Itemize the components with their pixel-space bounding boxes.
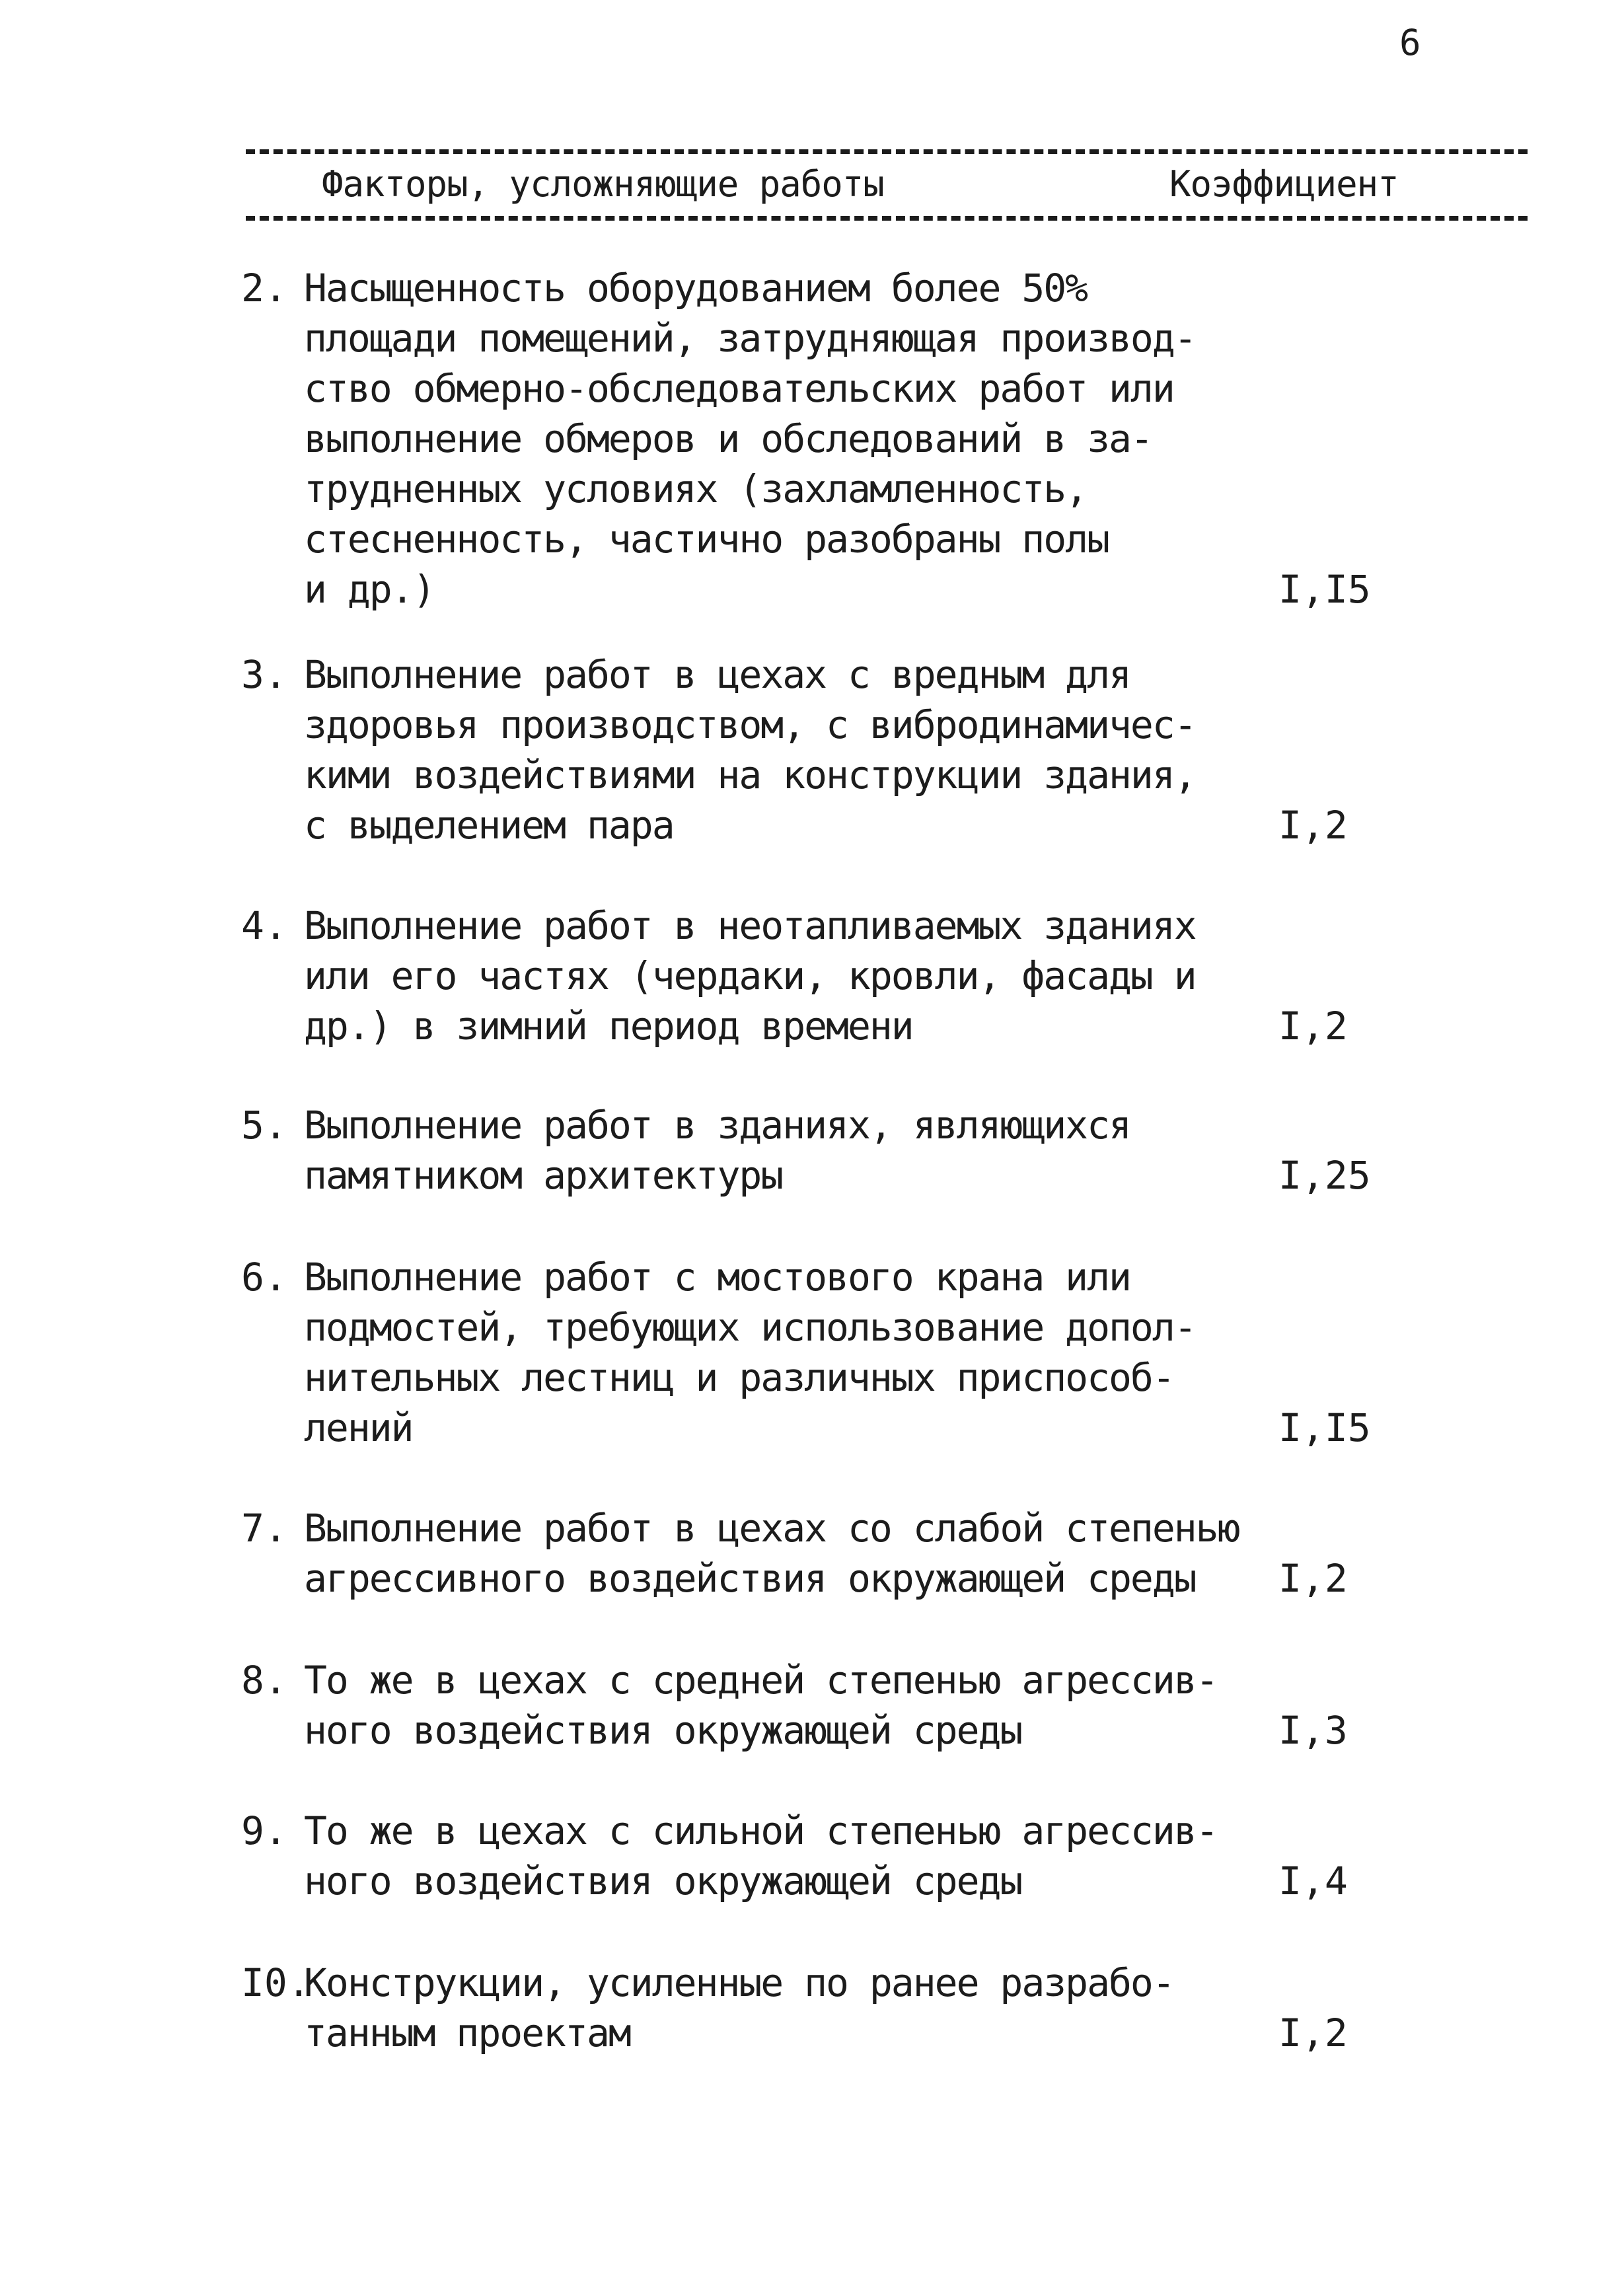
item-text-line: подмостей, требующих использование допол-	[304, 1305, 1196, 1350]
item-coefficient: I,I5	[1278, 567, 1371, 612]
item-description	[304, 1252, 1216, 1453]
item-description	[304, 263, 1216, 614]
item-number: 9.	[241, 1808, 287, 1853]
item-description	[304, 1655, 1216, 1755]
item-text-line: или его частях (чердаки, кровли, фасады и	[304, 953, 1196, 998]
item-description	[304, 1100, 1216, 1200]
item-text-line: трудненных условиях (захламленность,	[304, 466, 1088, 511]
item-number: 7.	[241, 1506, 287, 1551]
item-text-line: памятником архитектуры	[304, 1153, 783, 1198]
item-text-line: Конструкции, усиленные по ранее разрабо-	[304, 1960, 1174, 2005]
item-description	[304, 901, 1216, 1051]
item-coefficient: I,4	[1278, 1859, 1348, 1903]
item-text-line: танным проектам	[304, 2011, 630, 2055]
item-text-line: здоровья производством, с вибродинамичес-	[304, 702, 1196, 747]
item-text-line: ного воздействия окружающей среды	[304, 1859, 1022, 1903]
item-text-line: То же в цехах с сильной степенью агрессив-	[304, 1808, 1218, 1853]
item-text-line: лений	[304, 1405, 413, 1450]
item-number: 3.	[241, 652, 287, 697]
item-text-line: Выполнение работ в цехах со слабой степенью	[304, 1506, 1239, 1551]
item-text-line: нительных лестниц и различных приспособ-	[304, 1355, 1174, 1400]
item-text-line: Выполнение работ в цехах с вредным для	[304, 652, 1130, 697]
item-number: 4.	[241, 903, 287, 948]
item-text-line: ство обмерно-обследовательских работ или	[304, 366, 1174, 411]
item-number: 8.	[241, 1658, 287, 1703]
item-text-line: стесненность, частично разобраны полы	[304, 517, 1109, 562]
item-coefficient: I,2	[1278, 803, 1348, 848]
header-bottom-rule	[246, 216, 1528, 221]
item-text-line: агрессивного воздействия окружающей среды	[304, 1556, 1196, 1601]
item-text-line: др.) в зимний период времени	[304, 1004, 913, 1049]
page-number: 6	[1399, 22, 1421, 63]
item-description	[304, 1958, 1216, 2058]
item-text-line: и др.)	[304, 567, 435, 612]
item-text-line: площади помещений, затрудняющая производ-	[304, 316, 1196, 361]
item-description	[304, 1806, 1216, 1906]
item-coefficient: I,I5	[1278, 1405, 1371, 1450]
item-coefficient: I,2	[1278, 2011, 1348, 2055]
item-description	[304, 1503, 1239, 1604]
item-number: 5.	[241, 1103, 287, 1148]
item-coefficient: I,25	[1278, 1153, 1371, 1198]
header-top-rule	[246, 149, 1528, 154]
item-coefficient: I,2	[1278, 1004, 1348, 1049]
item-description	[304, 649, 1216, 850]
item-text-line: Насыщенность оборудованием более 50%	[304, 266, 1088, 311]
item-text-line: Выполнение работ в неотапливаемых зданиях	[304, 903, 1196, 948]
item-text-line: Выполнение работ в зданиях, являющихся	[304, 1103, 1130, 1148]
item-text-line: выполнение обмеров и обследований в за-	[304, 416, 1152, 461]
column-header-factors: Факторы, усложняющие работы	[322, 163, 884, 205]
item-number: 2.	[241, 266, 287, 311]
item-text-line: Выполнение работ с мостового крана или	[304, 1255, 1130, 1300]
item-coefficient: I,3	[1278, 1708, 1348, 1753]
item-number: 6.	[241, 1255, 287, 1300]
item-text-line: с выделением пара	[304, 803, 674, 848]
item-coefficient: I,2	[1278, 1556, 1348, 1601]
item-number: I0.	[241, 1960, 311, 2005]
item-text-line: То же в цехах с средней степенью агрессив-	[304, 1658, 1218, 1703]
item-text-line: кими воздействиями на конструкции здания,	[304, 753, 1196, 797]
item-text-line: ного воздействия окружающей среды	[304, 1708, 1022, 1753]
column-header-coefficient: Коэффициент	[1169, 163, 1399, 205]
